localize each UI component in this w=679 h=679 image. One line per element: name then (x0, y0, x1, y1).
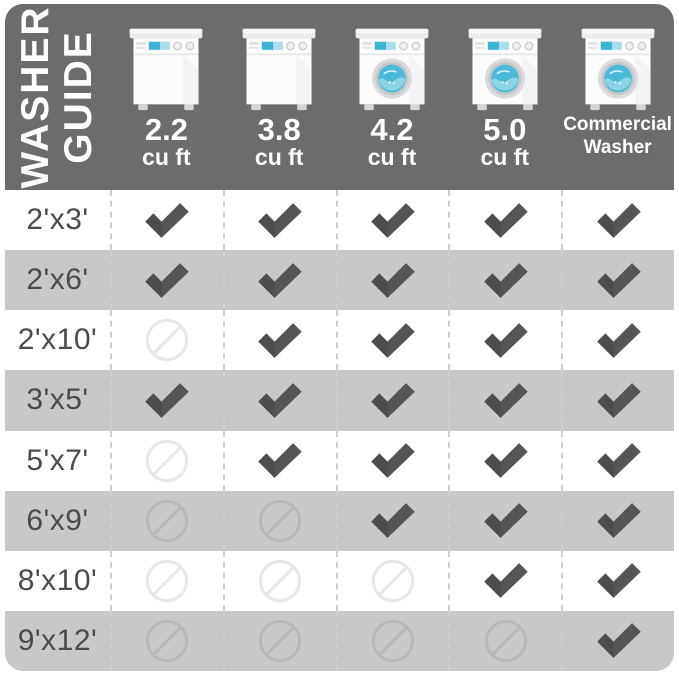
capacity-value: 2.2 (144, 112, 188, 147)
check-icon (256, 262, 304, 299)
compatibility-cell (561, 250, 674, 310)
capacity-unit: Washer (583, 136, 652, 158)
washer-capacity-label (368, 114, 417, 169)
compatibility-cell (561, 310, 674, 370)
compatibility-cell (448, 250, 561, 310)
capacity-unit: cu ft (367, 143, 417, 170)
top-load-washer-icon (227, 24, 331, 112)
compatibility-cell (110, 310, 223, 370)
capacity-value: 4.2 (370, 112, 414, 147)
rug-size-label: 2'x6' (26, 263, 89, 297)
rug-size-label: 5'x7' (26, 443, 89, 477)
compatibility-cell (336, 611, 449, 671)
washer-column (448, 4, 561, 190)
capacity-unit: cu ft (254, 143, 304, 170)
capacity-value: 5.0 (483, 112, 527, 147)
compatibility-cell (223, 551, 336, 611)
table-row (5, 310, 674, 370)
check-icon (256, 202, 304, 239)
check-icon (256, 442, 304, 479)
table-row (5, 491, 674, 551)
compatibility-cell (336, 370, 449, 430)
compatibility-cell (448, 491, 561, 551)
check-icon (482, 202, 530, 239)
washer-columns (110, 4, 674, 190)
compatibility-cell (561, 190, 674, 250)
compatibility-cell (448, 611, 561, 671)
compatibility-cell (448, 310, 561, 370)
compatibility-cell (448, 370, 561, 430)
compatibility-cell (336, 491, 449, 551)
check-icon (256, 322, 304, 359)
not-recommended-icon (144, 438, 190, 484)
check-icon (369, 262, 417, 299)
check-icon (482, 322, 530, 359)
check-icon (482, 502, 530, 539)
compatibility-cell (223, 611, 336, 671)
compatibility-cell (448, 431, 561, 491)
check-icon (369, 442, 417, 479)
compatibility-cell (336, 190, 449, 250)
compatibility-cell (336, 431, 449, 491)
rug-size-label: 2'x3' (26, 203, 89, 237)
not-recommended-icon (483, 618, 529, 664)
guide-title-line1: WASHER (13, 5, 57, 189)
not-recommended-icon (370, 618, 416, 664)
not-recommended-icon (144, 317, 190, 363)
check-icon (595, 262, 643, 299)
compatibility-cell (561, 431, 674, 491)
guide-title (5, 4, 110, 190)
washer-capacity-label (563, 114, 672, 160)
washer-capacity-label (481, 114, 530, 169)
check-icon (595, 442, 643, 479)
check-icon (369, 202, 417, 239)
compatibility-cell (561, 611, 674, 671)
check-icon (595, 202, 643, 239)
compatibility-cell (110, 491, 223, 551)
compatibility-cell (110, 190, 223, 250)
compatibility-cell (336, 310, 449, 370)
capacity-value: 3.8 (257, 112, 301, 147)
capacity-value: Commercial (563, 114, 672, 135)
compatibility-cell (336, 551, 449, 611)
table-row (5, 551, 674, 611)
compatibility-cell (448, 190, 561, 250)
check-icon (595, 322, 643, 359)
check-icon (482, 262, 530, 299)
table-row (5, 190, 674, 250)
not-recommended-icon (370, 558, 416, 604)
compatibility-cell (561, 551, 674, 611)
rug-size-label: 9'x12' (17, 623, 98, 657)
capacity-unit: cu ft (480, 143, 530, 170)
check-icon (482, 382, 530, 419)
table-row (5, 370, 674, 430)
check-icon (482, 442, 530, 479)
washer-column (223, 4, 336, 190)
check-icon (595, 562, 643, 599)
rug-size-label: 3'x5' (26, 383, 89, 417)
not-recommended-icon (257, 498, 303, 544)
compatibility-cell (110, 370, 223, 430)
compatibility-cell (561, 370, 674, 430)
table-row (5, 431, 674, 491)
check-icon (256, 382, 304, 419)
compatibility-cell (110, 611, 223, 671)
check-icon (369, 322, 417, 359)
compatibility-cell (336, 250, 449, 310)
washer-column (110, 4, 223, 190)
top-load-washer-icon (114, 24, 218, 112)
compatibility-cell (223, 250, 336, 310)
compatibility-cell (110, 431, 223, 491)
guide-title-line2: GUIDE (56, 30, 100, 164)
not-recommended-icon (144, 618, 190, 664)
rug-size-label: 2'x10' (17, 323, 98, 357)
washer-column (336, 4, 449, 190)
check-icon (595, 502, 643, 539)
compatibility-cell (110, 551, 223, 611)
table-row (5, 611, 674, 671)
capacity-unit: cu ft (142, 143, 191, 170)
not-recommended-icon (257, 618, 303, 664)
check-icon (143, 262, 191, 299)
check-icon (369, 382, 417, 419)
washer-capacity-label (255, 114, 304, 169)
washer-capacity-label (142, 114, 191, 169)
compatibility-cell (223, 310, 336, 370)
check-icon (482, 562, 530, 599)
front-load-washer-icon (340, 24, 444, 112)
check-icon (143, 382, 191, 419)
compatibility-cell (561, 491, 674, 551)
front-load-washer-icon (566, 24, 670, 112)
guide-title-rotated (15, 5, 101, 188)
compatibility-cell (448, 551, 561, 611)
front-load-washer-icon (453, 24, 557, 112)
size-compatibility-table (5, 190, 674, 671)
not-recommended-icon (257, 558, 303, 604)
not-recommended-icon (144, 498, 190, 544)
compatibility-cell (223, 190, 336, 250)
compatibility-cell (223, 370, 336, 430)
compatibility-cell (223, 491, 336, 551)
guide-header (5, 4, 674, 190)
washer-column (561, 4, 674, 190)
rug-size-label: 6'x9' (26, 503, 89, 537)
rug-size-label: 8'x10' (17, 563, 98, 597)
washer-guide-card (5, 4, 674, 671)
check-icon (369, 502, 417, 539)
not-recommended-icon (144, 558, 190, 604)
check-icon (595, 622, 643, 659)
check-icon (595, 382, 643, 419)
table-row (5, 250, 674, 310)
compatibility-cell (223, 431, 336, 491)
compatibility-cell (110, 250, 223, 310)
check-icon (143, 202, 191, 239)
